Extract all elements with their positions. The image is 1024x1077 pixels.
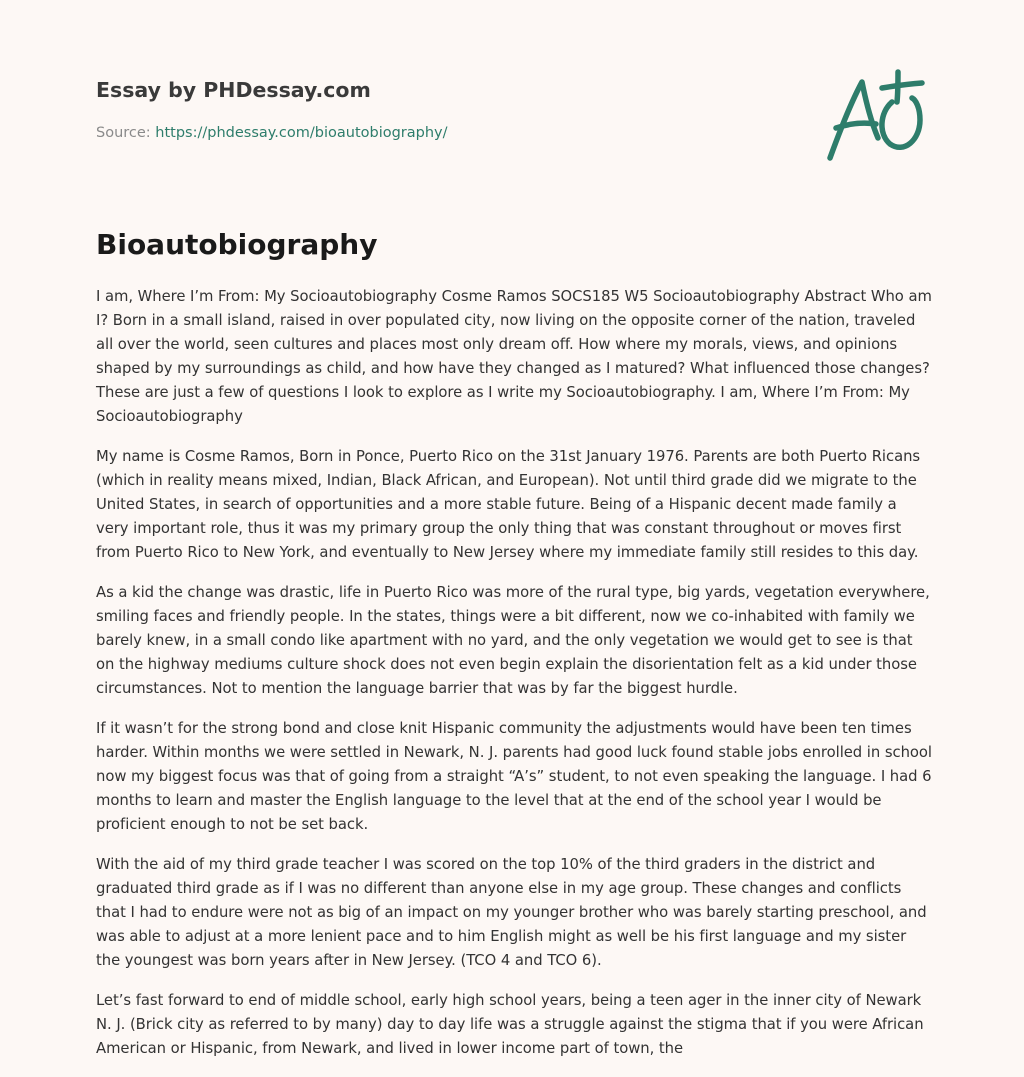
source-label: Source: [96, 125, 156, 141]
a-plus-grade-icon [822, 68, 926, 164]
essay-paragraph: With the aid of my third grade teacher I was scored on the top 10% of the third graders in the district and graduated third grade as if I was no different than anyone else in my age group. These changes and conflicts that I had to endure were not as big of an impact on my younger brother who was barely starting preschool, and was able to adjust at a more lenient pace and to him English might as well be his first language and my sister the youngest was born years after in New Jersey. (TCO 4 and TCO 6). [96, 856, 927, 969]
essay-body [96, 285, 932, 1077]
essay-paragraph: I am, Where I’m From: My Socioautobiography Cosme Ramos SOCS185 W5 Socioautobiography Abstract Who am I? Born in a small island, raised in over populated city, now living on the opposite corner of the nation, traveled all over the world, seen cultures and places most only dream off. How where my morals, views, and opinions shaped by my surroundings as child, and how have they changed as I matured? What influenced those changes? These are just a few of questions I look to explore as I write my Socioautobiography. I am, Where I’m From: My Socioautobiography [96, 288, 932, 425]
source-line [96, 123, 448, 143]
essay-paragraph: If it wasn’t for the strong bond and close knit Hispanic community the adjustments would have been ten times harder. Within months we were settled in Newark, N. J. parents had good luck found stable jobs enrolled in school now my biggest focus was that of going from a straight “A’s” student, to not even speaking the language. I had 6 months to learn and master the English language to the level that at the end of the school year I would be proficient enough to not be set back. [96, 720, 932, 833]
essay-paragraph: My name is Cosme Ramos, Born in Ponce, Puerto Rico on the 31st January 1976. Parents are both Puerto Ricans (which in reality means mixed, Indian, Black African, and European). Not until third grade did we migrate to the United States, in search of opportunities and a more stable future. Being of a Hispanic decent made family a very important role, thus it was my primary group the only thing that was constant throughout or moves first from Puerto Rico to New York, and eventually to New Jersey where my immediate family still resides to this day. [96, 448, 921, 561]
essay-paragraph: As a kid the change was drastic, life in Puerto Rico was more of the rural type, big yards, vegetation everywhere, smiling faces and friendly people. In the states, things were a bit different, now we co-inhabited with family we barely knew, in a small condo like apartment with no yard, and the only vegetation we would get to see is that on the highway mediums culture shock does not even begin explain the disorientation felt as a kid under those circumstances. Not to mention the language barrier that was by far the biggest hurdle. [96, 584, 930, 697]
site-brand: Essay by PHDessay.com [96, 78, 371, 102]
source-link[interactable]: https://phdessay.com/bioautobiography/ [155, 125, 448, 141]
essay-paragraph: Let’s fast forward to end of middle school, early high school years, being a teen ager in the inner city of Newark N. J. (Brick city as referred to by many) day to day life was a struggle against the stigma that if you were African American or Hispanic, from Newark, and lived in lower income part of town, the [96, 992, 924, 1057]
essay-title: Bioautobiography [96, 228, 378, 261]
